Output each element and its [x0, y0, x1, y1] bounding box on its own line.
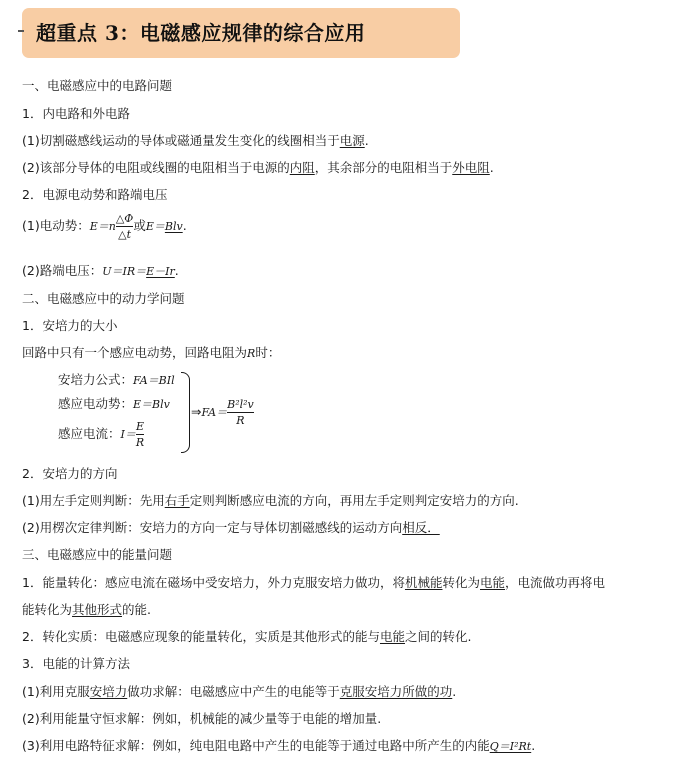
point-3-3b: (2)利用能量守恒求解：例如，机械能的减少量等于电能的增加量.	[22, 711, 382, 726]
derived-force-formula: ⇒FA＝ $\frac{\text{B²l²v}}{R}$	[191, 398, 254, 427]
section-heading-1: 一、电磁感应中的电路问题	[22, 78, 173, 93]
section-heading-3: 三、电磁感应中的能量问题	[22, 547, 173, 562]
induced-current-formula: 感应电流：I＝ $\frac{E}{R}$	[58, 420, 145, 449]
subsection-2-2: 2．安培力的方向	[22, 466, 118, 481]
terminal-voltage: (2)路端电压：U＝IR＝E－Ir.	[22, 263, 179, 278]
induced-emf-formula: 感应电动势：E＝Blv	[58, 396, 170, 411]
point-3-3a: (1)利用克服安培力做功求解：电磁感应中产生的电能等于克服安培力所做的功.	[22, 684, 457, 699]
subsection-1-1: 1．内电路和外电路	[22, 106, 130, 121]
point-3-1-cont: 能转化为其他形式的能.	[22, 602, 152, 617]
ampere-force-formula: 安培力公式：FA＝BIl	[58, 372, 175, 387]
circuit-intro: 回路中只有一个感应电动势，回路电阻为R时：	[22, 345, 281, 360]
point-3-1: 1．能量转化：感应电流在磁场中受安培力，外力克服安培力做功，将机械能转化为电能，电流做功再将电	[22, 575, 606, 590]
point-2-2b: (2)用楞次定律判断：安培力的方向一定与导体切割磁感线的运动方向相反．	[22, 520, 440, 535]
right-brace	[181, 372, 190, 453]
page-title: 超重点 3：电磁感应规律的综合应用	[36, 21, 366, 45]
point-3-3c: (3)利用电路特征求解：例如，纯电阻电路中产生的电能等于通过电路中所产生的内能Q＝I²Rt.	[22, 738, 536, 753]
subsection-1-2: 2．电源电动势和路端电压	[22, 187, 168, 202]
section-heading-2: 二、电磁感应中的动力学问题	[22, 291, 185, 306]
point-2-2a: (1)用左手定则判断：先用右手定则判断感应电流的方向，再用左手定则判定安培力的方向.	[22, 493, 519, 508]
point-1-1a: (1)切割磁感线运动的导体或磁通量发生变化的线圈相当于电源.	[22, 133, 369, 148]
point-3-2: 2．转化实质：电磁感应现象的能量转化，实质是其他形式的能与电能之间的转化.	[22, 629, 472, 644]
subsection-2-1: 1．安培力的大小	[22, 318, 118, 333]
title-marker	[18, 30, 24, 32]
point-1-1b: (2)该部分导体的电阻或线圈的电阻相当于电源的内阻，其余部分的电阻相当于外电阻.	[22, 160, 494, 175]
emf-formula: (1)电动势：E＝n $\frac{\triangle\Phi}{\triangle t}$ 或E＝Blv.	[22, 212, 187, 241]
subsection-3-3: 3．电能的计算方法	[22, 656, 130, 671]
